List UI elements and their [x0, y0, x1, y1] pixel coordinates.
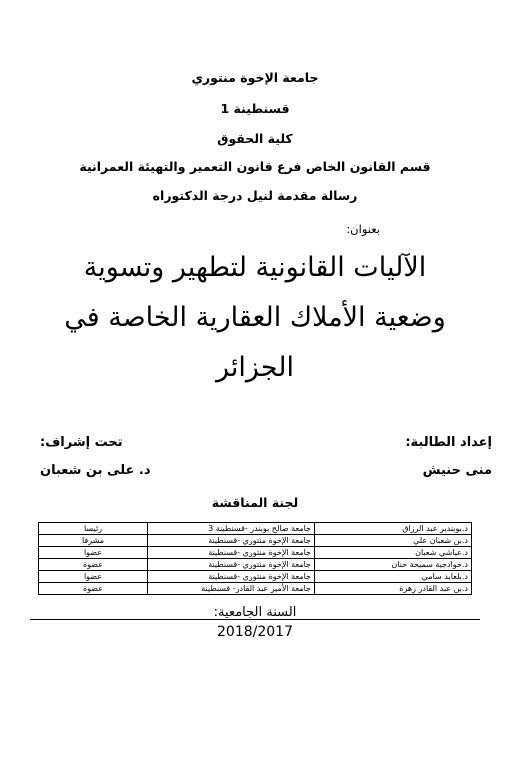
divider	[30, 619, 480, 620]
member-institution: جامعة الإخوة منتوري -قسنطينة	[148, 571, 315, 583]
member-institution: جامعة صالح بوبندر -قسنطينة 3	[148, 523, 315, 535]
thesis-type: رسالة مقدمة لنيل درجة الدكتوراه	[152, 188, 358, 203]
supervisor-name: د. على بن شعبان	[40, 463, 151, 478]
table-row	[39, 559, 472, 571]
table-row	[39, 571, 472, 583]
committee-table	[38, 522, 472, 595]
member-name: د.بلعايد سامي	[315, 571, 472, 583]
member-institution: جامعة الإخوة منتوري -قسنطينة	[148, 547, 315, 559]
member-institution: جامعة الإخوة منتوري -قسنطينة	[148, 535, 315, 547]
academic-year-label: السنة الجامعية:	[213, 605, 297, 620]
table-row	[39, 583, 472, 595]
academic-year: 2018/2017	[217, 624, 293, 640]
member-role: رئيسا	[39, 523, 148, 535]
table-row	[39, 547, 472, 559]
member-name: د.بن عبد القادر زهرة	[315, 583, 472, 595]
city-name: قسنطينة 1	[220, 101, 290, 116]
faculty-name: كلية الحقوق	[217, 131, 293, 146]
member-role: مشرفا	[39, 535, 148, 547]
student-name: منى حنيش	[422, 463, 492, 478]
member-name: د.خوادجية سميحة حنان	[315, 559, 472, 571]
thesis-title	[20, 243, 490, 393]
committee-title: لجنة المناقشة	[211, 495, 299, 510]
member-role: عضوا	[39, 547, 148, 559]
member-role: عضوة	[39, 559, 148, 571]
subject-label: بعنوان:	[346, 222, 380, 236]
member-name: د.عياشي شعبان	[315, 547, 472, 559]
department-name: قسم القانون الخاص فرع قانون التعمير والتهيئة العمرانية	[79, 159, 431, 174]
member-name: د.بن شعبان علي	[315, 535, 472, 547]
university-name: جامعة الإخوة منتوري	[191, 70, 319, 85]
title-line: الآليات القانونية لتطهير وتسوية	[83, 252, 427, 283]
table-row	[39, 535, 472, 547]
member-institution: جامعة الأمير عبد القادر- قسنطينة	[148, 583, 315, 595]
supervisor-label: تحت إشراف:	[40, 435, 123, 450]
title-line: وضعية الأملاك العقارية الخاصة في	[64, 302, 446, 333]
title-line: الجزائر	[216, 352, 294, 383]
prepared-by-label: إعداد الطالبة:	[405, 435, 492, 450]
member-role: عضوا	[39, 571, 148, 583]
table-row	[39, 523, 472, 535]
member-role: عضوة	[39, 583, 148, 595]
member-name: د.بوبندير عبد الرزاق	[315, 523, 472, 535]
member-institution: جامعة الإخوة منتوري -قسنطينة	[148, 559, 315, 571]
